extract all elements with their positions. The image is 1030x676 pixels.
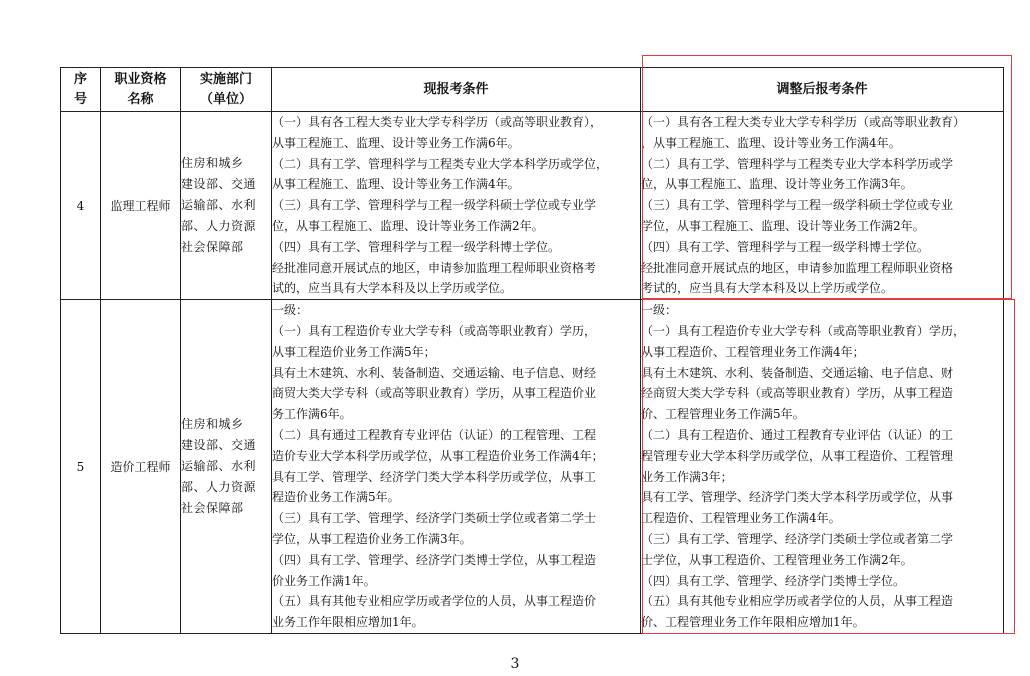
department-line: 部、人力资源	[181, 219, 257, 234]
condition-line: （一）具有各工程大类专业大学专科学历（或高等职业教育），	[272, 115, 603, 129]
condition-line: 具有土木建筑、水利、装备制造、交通运输、电子信息、财	[641, 365, 954, 380]
qualification-table	[60, 67, 1004, 634]
condition-line: （五）具有其他专业相应学历或者学位的人员，从事工程造	[641, 594, 954, 609]
condition-line: （一）具有各工程大类专业大学专科学历（或高等职业教育）	[641, 115, 966, 129]
condition-line: （四）具有工学、管理科学与工程一级学科博士学位。	[272, 239, 561, 254]
condition-line: 造价专业大学本科学历或学位，从事工程造价业务工作满4年；	[272, 448, 604, 463]
condition-line: 士学位，从事工程造价、工程管理业务工作满2年。	[641, 552, 913, 567]
condition-line: 价、工程管理业务工作年限相应增加1年。	[641, 615, 865, 630]
condition-line: 价业务工作满1年。	[272, 573, 376, 588]
condition-line: （二）具有工学、管理科学与工程类专业大学本科学历或学位，	[272, 156, 609, 171]
header-dept-line2: （单位）	[199, 91, 252, 107]
qualification-name: 造价工程师	[101, 300, 181, 634]
current-conditions-cell	[272, 112, 641, 300]
condition-line: （二）具有工学、管理科学与工程类专业大学本科学历或学	[641, 156, 954, 171]
department-cell	[181, 112, 272, 300]
condition-line: ，从事工程施工、监理、设计等业务工作满4年。	[641, 135, 901, 150]
qualification-name: 监理工程师	[101, 112, 181, 300]
condition-line: 学位，从事工程造价业务工作满3年。	[272, 531, 472, 546]
condition-line: 一级：	[272, 303, 309, 318]
department-cell	[181, 300, 272, 634]
condition-line: 经批准同意开展试点的地区，申请参加监理工程师职业资格	[641, 260, 954, 275]
condition-line: 从事工程施工、监理、设计等业务工作满6年。	[272, 135, 520, 150]
header-seq-line1: 序	[73, 71, 87, 87]
header-qual-line1: 职业资格	[114, 71, 167, 87]
condition-line: 价、工程管理业务工作满5年。	[641, 407, 805, 422]
department-line: 建设部、交通	[181, 438, 257, 453]
header-row	[61, 68, 1004, 112]
department-line: 社会保障部	[181, 501, 244, 516]
table-row	[61, 300, 1004, 634]
condition-line: 一级：	[641, 303, 678, 318]
condition-line: 具有土木建筑、水利、装备制造、交通运输、电子信息、财经	[272, 365, 597, 380]
table-row	[61, 112, 1004, 300]
department-line: 社会保障部	[181, 240, 244, 255]
condition-line: （三）具有工学、管理学、经济学门类硕士学位或者第二学士	[272, 511, 597, 526]
header-dept-line1: 实施部门	[199, 71, 252, 87]
condition-line: 从事工程造价业务工作满5年；	[272, 344, 436, 359]
condition-line: 从事工程造价、工程管理业务工作满4年；	[641, 344, 865, 359]
condition-line: 业务工作满3年；	[641, 469, 733, 484]
row-number: 5	[61, 300, 101, 634]
page-number: 3	[510, 656, 520, 672]
department-line: 住房和城乡	[181, 417, 244, 432]
department-line: 运输部、水利	[181, 459, 257, 474]
condition-line: 务工作满6年。	[272, 407, 352, 422]
condition-line: 业务工作年限相应增加1年。	[272, 615, 424, 630]
condition-line: 位，从事工程施工、监理、设计等业务工作满2年。	[272, 218, 544, 233]
condition-line: 工程造价、工程管理业务工作满4年。	[641, 511, 841, 526]
condition-line: （二）具有工程造价、通过工程教育专业评估（认证）的工	[641, 427, 954, 442]
condition-line: （一）具有工程造价专业大学专科（或高等职业教育）学历，	[641, 323, 966, 338]
condition-line: （四）具有工学、管理学、经济学门类博士学位，从事工程造	[272, 552, 597, 567]
header-seq	[61, 68, 101, 112]
header-adjusted-conditions: 调整后报考条件	[641, 68, 1004, 112]
adjusted-conditions-cell	[641, 112, 1004, 300]
condition-line: 具有工学、管理学、经济学门类大学本科学历或学位，从事	[641, 490, 954, 505]
condition-line: 从事工程施工、监理、设计等业务工作满4年。	[272, 177, 520, 192]
condition-line: 位，从事工程施工、监理、设计等业务工作满3年。	[641, 177, 913, 192]
condition-line: （二）具有通过工程教育专业评估（认证）的工程管理、工程	[272, 427, 597, 442]
condition-line: 程造价业务工作满5年。	[272, 490, 400, 505]
condition-line: （三）具有工学、管理科学与工程一级学科硕士学位或专业学	[272, 198, 597, 213]
department-line: 部、人力资源	[181, 480, 257, 495]
condition-line: 经批准同意开展试点的地区，申请参加监理工程师职业资格考	[272, 260, 597, 275]
current-conditions-cell	[272, 300, 641, 634]
header-qualification	[101, 68, 181, 112]
condition-line: 商贸大类大学专科（或高等职业教育）学历，从事工程造价业	[272, 386, 597, 401]
header-seq-line2: 号	[73, 91, 87, 107]
condition-line: （三）具有工学、管理科学与工程一级学科硕士学位或专业	[641, 198, 954, 213]
header-qual-line2: 名称	[127, 91, 154, 107]
department-line: 住房和城乡	[181, 156, 244, 171]
condition-line: （五）具有其他专业相应学历或者学位的人员，从事工程造价	[272, 594, 597, 609]
condition-line: （一）具有工程造价专业大学专科（或高等职业教育）学历，	[272, 323, 597, 338]
condition-line: （三）具有工学、管理学、经济学门类硕士学位或者第二学	[641, 531, 954, 546]
condition-line: 学位，从事工程施工、监理、设计等业务工作满2年。	[641, 218, 925, 233]
row-number: 4	[61, 112, 101, 300]
condition-line: 具有工学、管理学、经济学门类大学本科学历或学位，从事工	[272, 469, 597, 484]
condition-line: 考试的，应当具有大学本科及以上学历或学位。	[641, 281, 894, 296]
department-line: 建设部、交通	[181, 177, 257, 192]
adjusted-conditions-cell	[641, 300, 1004, 634]
department-line: 运输部、水利	[181, 198, 257, 213]
header-current-conditions: 现报考条件	[272, 68, 641, 112]
condition-line: 程管理专业大学本科学历或学位，从事工程造价、工程管理	[641, 448, 954, 463]
condition-line: 试的，应当具有大学本科及以上学历或学位。	[272, 281, 513, 296]
condition-line: （四）具有工学、管理学、经济学门类博士学位。	[641, 573, 906, 588]
condition-line: 经商贸大类大学专科（或高等职业教育）学历，从事工程造	[641, 386, 954, 401]
header-department	[181, 68, 272, 112]
condition-line: （四）具有工学、管理科学与工程一级学科博士学位。	[641, 239, 930, 254]
